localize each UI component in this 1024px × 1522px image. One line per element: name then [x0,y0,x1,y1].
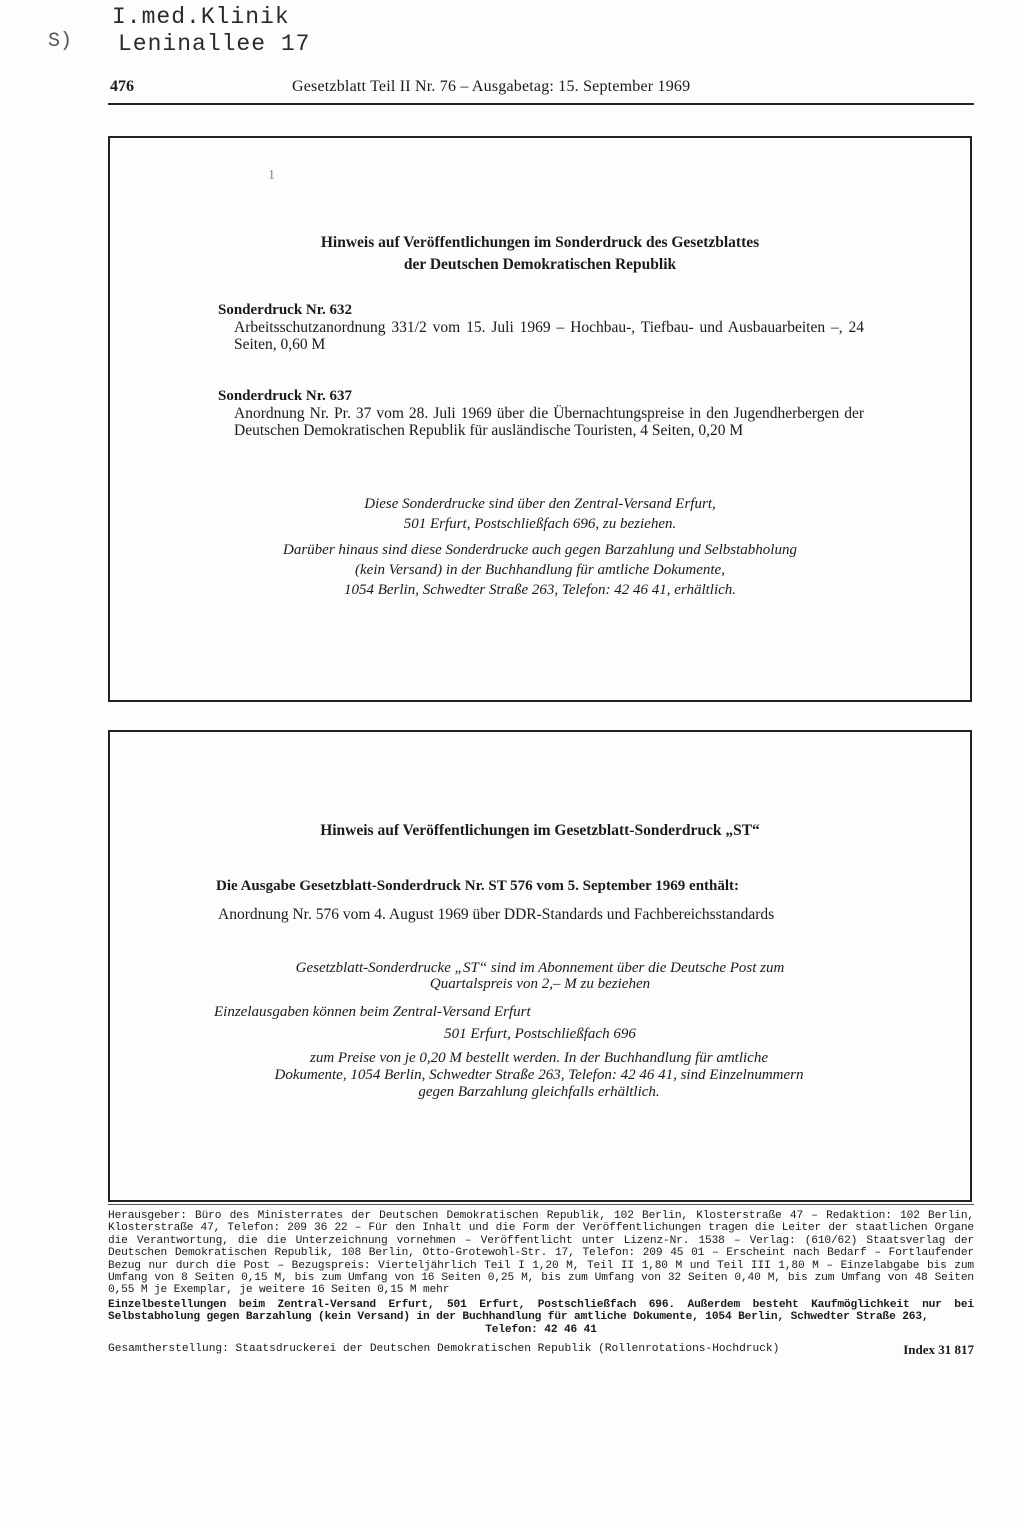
index-number: Index 31 817 [903,1342,974,1357]
imprint [108,1210,974,1336]
imprint-orders: Einzelbestellungen beim Zentral-Versand Erfurt, 501 Erfurt, Postschließfach 696. Außerdem besteht Kaufmöglichkeit nur bei Selbstabholung gegen Barzahlung (kein Versand) in der Buchhandlung für amtliche Dokumente, 1054 Berlin, Schwedter Straße 263, [108,1298,974,1324]
imprint-publisher: Herausgeber: Büro des Ministerrates der Deutschen Demokratischen Republik, 102 Berlin, Klosterstraße 47 – Redaktion: 102 Berlin, Klosterstraße 47, Telefon: 209 36 22 – Für den Inhalt und die Form der Veröffentlichungen tragen die Leiter der staatlichen Organe die Verantwortung, die die Unterzeichnung vornehmen – Veröffentlicht unter Lizenz-Nr. 1538 – Verlag: (610/62) Staatsverlag der Deutschen Demokratischen Republik, 108 Berlin, Otto-Grotewohl-Str. 17, Telefon: 209 45 01 – Erscheint nach Bedarf – Fortlaufender Bezug nur durch die Post – Bezugspreis: Vierteljährlich Teil I 1,20 M, Teil II 1,80 M und Teil III 1,80 M – Einzelabgabe bis zum Umfang von 8 Seiten 0,15 M, bis zum Umfang von 16 Seiten 0,25 M, bis zum Umfang von 32 Seiten 0,40 M, bis zum Umfang von 48 Seiten 0,55 M je Exemplar, je weitere 16 Seiten 0,15 M mehr [108,1210,974,1297]
margin-mark: S) [48,30,73,53]
item-heading: Sonderdruck Nr. 632 [218,302,353,318]
single-issue-note: Einzelausgaben können beim Zentral-Versand Erfurt [214,1004,531,1020]
sonderdruck-notice-box [108,136,972,702]
header-rule [108,103,974,105]
box2-title: Hinweis auf Veröffentlichungen im Gesetzblatt-Sonderdruck „ST“ [320,822,760,839]
note-line: gegen Barzahlung gleichfalls erhältlich. [418,1084,660,1100]
box1-title-line-2: der Deutschen Demokratischen Republik [403,256,677,273]
st-sonderdruck-notice-box [108,730,972,1202]
note-line: Dokumente, 1054 Berlin, Schwedter Straße 263, Telefon: 42 46 41, sind Einzelnummern [274,1067,804,1083]
address-note: 501 Erfurt, Postschließfach 696 [444,1026,636,1042]
printer-line: Gesamtherstellung: Staatsdruckerei der Deutschen Demokratischen Republik (Rollenrotations-Hochdruck) [108,1343,780,1355]
address-stamp [112,4,310,58]
header-title: Gesetzblatt Teil II Nr. 76 – Ausgabetag: 15. September 1969 [292,78,691,95]
stamp-line-2: Leninallee 17 [118,31,311,57]
note-line: Quartalspreis von 2,– M zu beziehen [429,976,651,992]
ordering-note [210,494,870,534]
box1-title [110,232,970,276]
note-line: Gesetzblatt-Sonderdrucke „ST“ sind im Abonnement über die Deutsche Post zum [295,960,785,976]
item-description: Anordnung Nr. Pr. 37 vom 28. Juli 1969 über die Übernachtungspreise in den Jugendherbergen der Deutschen Demokratischen Republik für ausländische Touristen, 4 Seiten, 0,20 M [234,405,864,439]
note-line: Darüber hinaus sind diese Sonderdrucke auch gegen Barzahlung und Selbstabholung [283,542,797,558]
note-line: 1054 Berlin, Schwedter Straße 263, Telefon: 42 46 41, erhältlich. [343,582,737,598]
note-line: Diese Sonderdrucke sind über den Zentral-Versand Erfurt, [364,496,716,512]
sonderdruck-item [218,302,864,353]
sonderdruck-item [218,388,864,439]
price-note [214,1050,864,1101]
imprint-telephone: Telefon: 42 46 41 [485,1323,597,1336]
page-number: 476 [110,78,134,95]
item-description: Arbeitsschutzanordnung 331/2 vom 15. Juli 1969 – Hochbau-, Tiefbau- und Ausbauarbeiten –, 24 Seiten, 0,60 M [234,319,864,353]
note-line: zum Preise von je 0,20 M bestellt werden. In der Buchhandlung für amtliche [310,1050,768,1066]
issue-content: Anordnung Nr. 576 vom 4. August 1969 über DDR-Standards und Fachbereichsstandards [218,906,775,923]
box1-title-line-1: Hinweis auf Veröffentlichungen im Sonderdruck des Gesetzblattes [320,234,760,251]
footer [108,1343,974,1355]
subscription-note [230,960,850,992]
box-mark: 1 [268,168,275,183]
item-heading: Sonderdruck Nr. 637 [218,388,353,404]
page-header [110,78,972,100]
note-line: (kein Versand) in der Buchhandlung für amtliche Dokumente, [355,562,725,578]
issue-heading: Die Ausgabe Gesetzblatt-Sonderdruck Nr. ST 576 vom 5. September 1969 enthält: [216,878,740,894]
bookshop-note [210,540,870,600]
imprint-rule [108,1204,974,1205]
stamp-line-1: I.med.Klinik [112,4,290,30]
note-line: 501 Erfurt, Postschließfach 696, zu beziehen. [403,516,677,532]
